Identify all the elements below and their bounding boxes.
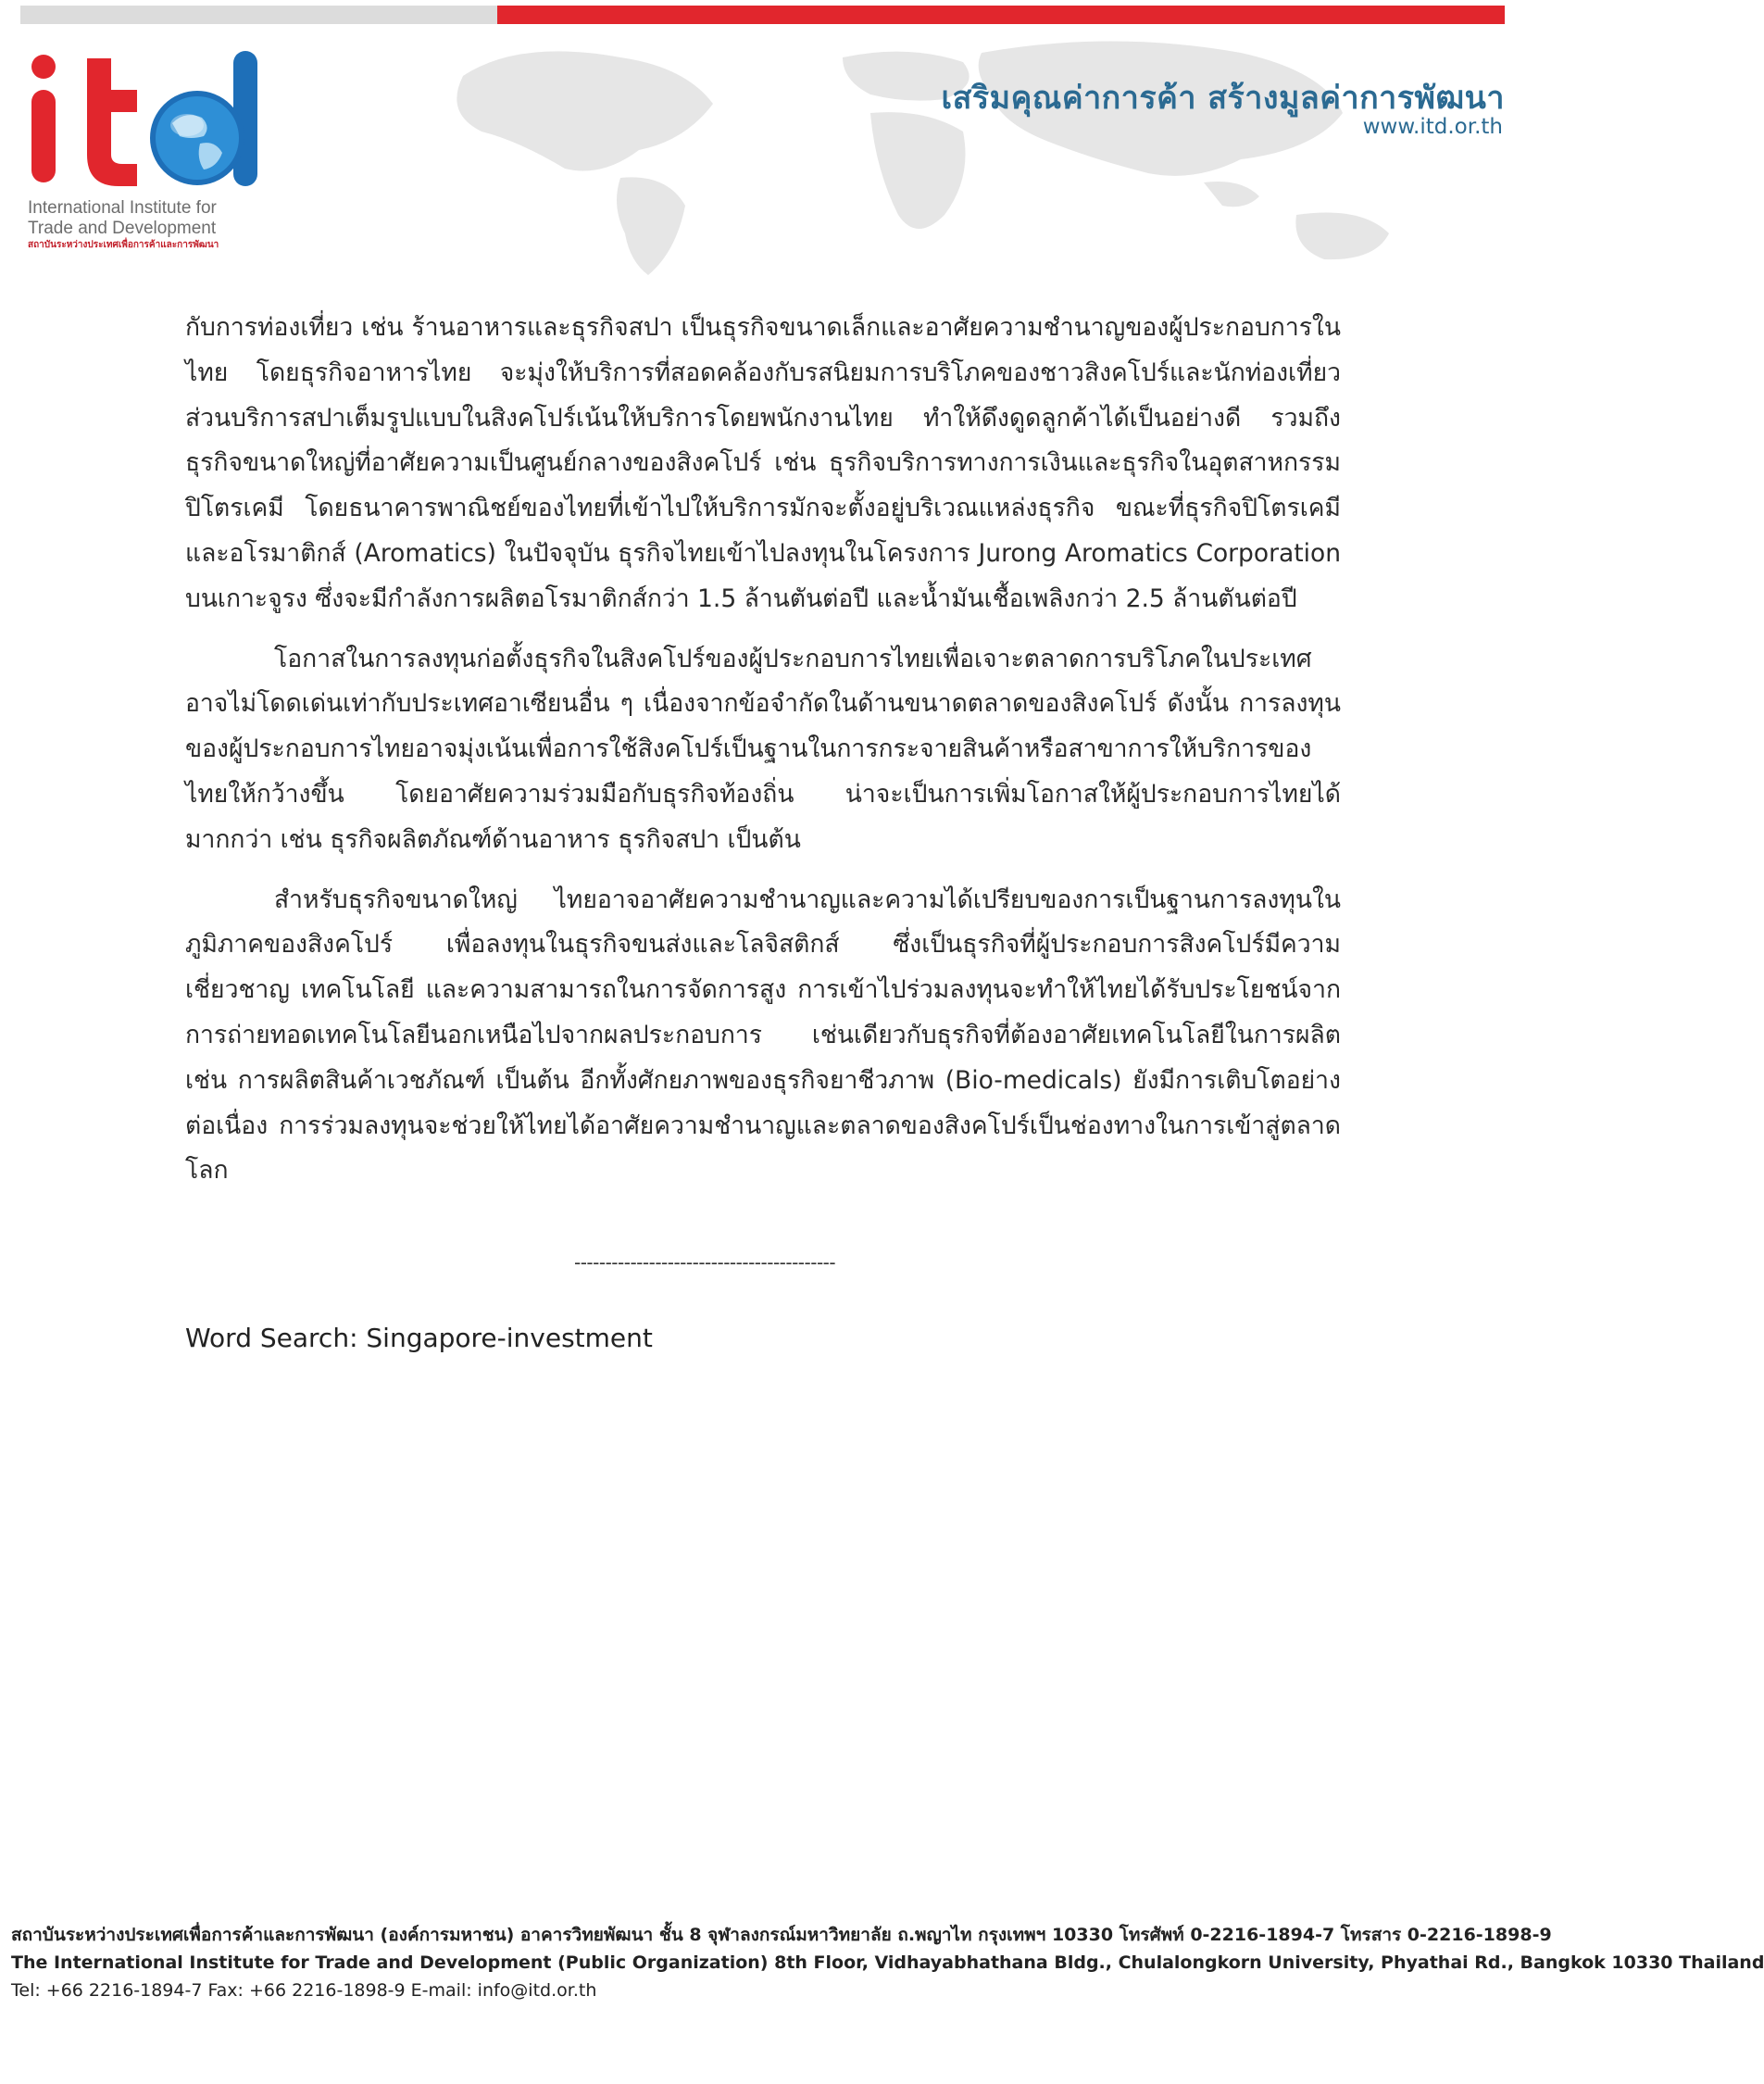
- paragraph-1: กับการท่องเที่ยว เช่น ร้านอาหารและธุรกิจสปา เป็นธุรกิจขนาดเล็กและอาศัยความชำนาญของผู้ประกอบการในไทย โดยธุรกิจอาหารไทย จะมุ่งให้บริการที่สอดคล้องกับรสนิยมการบริโภคของชาวสิงคโปร์และนักท่องเที่ยว ส่วนบริการสปาเต็มรูปแบบในสิงคโปร์เน้นให้บริการโดยพนักงานไทย ทำให้ดึงดูดลูกค้าได้เป็นอย่างดี รวมถึงธุรกิจขนาดใหญ่ที่อาศัยความเป็นศูนย์กลางของสิงคโปร์ เช่น ธุรกิจบริการทางการเงินและธุรกิจในอุตสาหกรรมปิโตรเคมี โดยธนาคารพาณิชย์ของไทยที่เข้าไปให้บริการมักจะตั้งอยู่บริเวณแหล่งธุรกิจ ขณะที่ธุรกิจปิโตรเคมีและอโรมาติกส์ (Aromatics) ในปัจจุบัน ธุรกิจไทยเข้าไปลงทุนในโครงการ Jurong Aromatics Corporation บนเกาะจูรง ซึ่งจะมีกำลังการผลิตอโรมาติกส์กว่า 1.5 ล้านตันต่อปี และน้ำมันเชื้อเพลิงกว่า 2.5 ล้านตันต่อปี: [185, 313, 1341, 613]
- header-slogan: เสริมคุณค่าการค้า สร้างมูลค่าการพัฒนา: [941, 80, 1505, 117]
- footer-contact: Tel: +66 2216-1894-7 Fax: +66 2216-1898-9 E-mail: info@itd.or.th: [11, 1980, 597, 2001]
- paragraph-3: สำหรับธุรกิจขนาดใหญ่ ไทยอาจอาศัยความชำนาญและความได้เปรียบของการเป็นฐานการลงทุนในภูมิภาคของสิงคโปร์ เพื่อลงทุนในธุรกิจขนส่งและโลจิสติกส์ ซึ่งเป็นธุรกิจที่ผู้ประกอบการสิงคโปร์มีความเชี่ยวชาญ เทคโนโลยี และความสามารถในการจัดการสูง การเข้าไปร่วมลงทุนจะทำให้ไทยได้รับประโยชน์จากการถ่ายทอดเทคโนโลยีนอกเหนือไปจากผลประกอบการ เช่นเดียวกับธุรกิจที่ต้องอาศัยเทคโนโลยีในการผลิต เช่น การผลิตสินค้าเวชภัณฑ์ เป็นต้น อีกทั้งศักยภาพของธุรกิจยาชีวภาพ (Bio-medicals) ยังมีการเติบโตอย่างต่อเนื่อง การร่วมลงทุนจะช่วยให้ไทยได้อาศัยความชำนาญและตลาดของสิงคโปร์เป็นช่องทางในการเข้าสู่ตลาดโลก: [185, 885, 1341, 1186]
- logo-thai-name: สถาบันระหว่างประเทศเพื่อการค้าและการพัฒนา: [28, 240, 219, 250]
- footer-thai-address: สถาบันระหว่างประเทศเพื่อการค้าและการพัฒนา (องค์การมหาชน) อาคารวิทยพัฒนา ชั้น 8 จุฬาลงกรณ์มหาวิทยาลัย ถ.พญาไท กรุงเทพฯ 10330 โทรศัพท์ 0-2216-1894-7 โทรสาร 0-2216-1898-9: [11, 1925, 1552, 1945]
- itd-logo-mark: [26, 51, 276, 199]
- paragraph-2: โอกาสในการลงทุนก่อตั้งธุรกิจในสิงคโปร์ของผู้ประกอบการไทยเพื่อเจาะตลาดการบริโภคในประเทศอาจไม่โดดเด่นเท่ากับประเทศอาเซียนอื่น ๆ เนื่องจากข้อจำกัดในด้านขนาดตลาดของสิงคโปร์ ดังนั้น การลงทุนของผู้ประกอบการไทยอาจมุ่งเน้นเพื่อการใช้สิงคโปร์เป็นฐานในการกระจายสินค้าหรือสาขาการให้บริการของไทยให้กว้างขึ้น โดยอาศัยความร่วมมือกับธุรกิจท้องถิ่น น่าจะเป็นการเพิ่มโอกาสให้ผู้ประกอบการไทยได้มากกว่า เช่น ธุรกิจผลิตภัณฑ์ด้านอาหาร ธุรกิจสปา เป็นต้น: [185, 644, 1341, 854]
- logo-text: [28, 198, 219, 252]
- footer-english-address: The International Institute for Trade and Development (Public Organization) 8th Floor, Vidhayabhathana Bldg., Chulalongkorn University, Phyathai Rd., Bangkok 10330 Thailand: [11, 1952, 1764, 1973]
- header-website-link[interactable]: www.itd.or.th: [1362, 115, 1503, 139]
- logo-line-1: International Institute for: [28, 198, 217, 218]
- document-body: [185, 306, 1341, 1209]
- word-search: Word Search: Singapore-investment: [185, 1323, 653, 1353]
- world-map-background: [407, 20, 1519, 280]
- separator-line: ------------------------------------------: [574, 1251, 836, 1274]
- logo-line-2: Trade and Development: [28, 219, 217, 238]
- footer: [11, 1921, 1764, 2004]
